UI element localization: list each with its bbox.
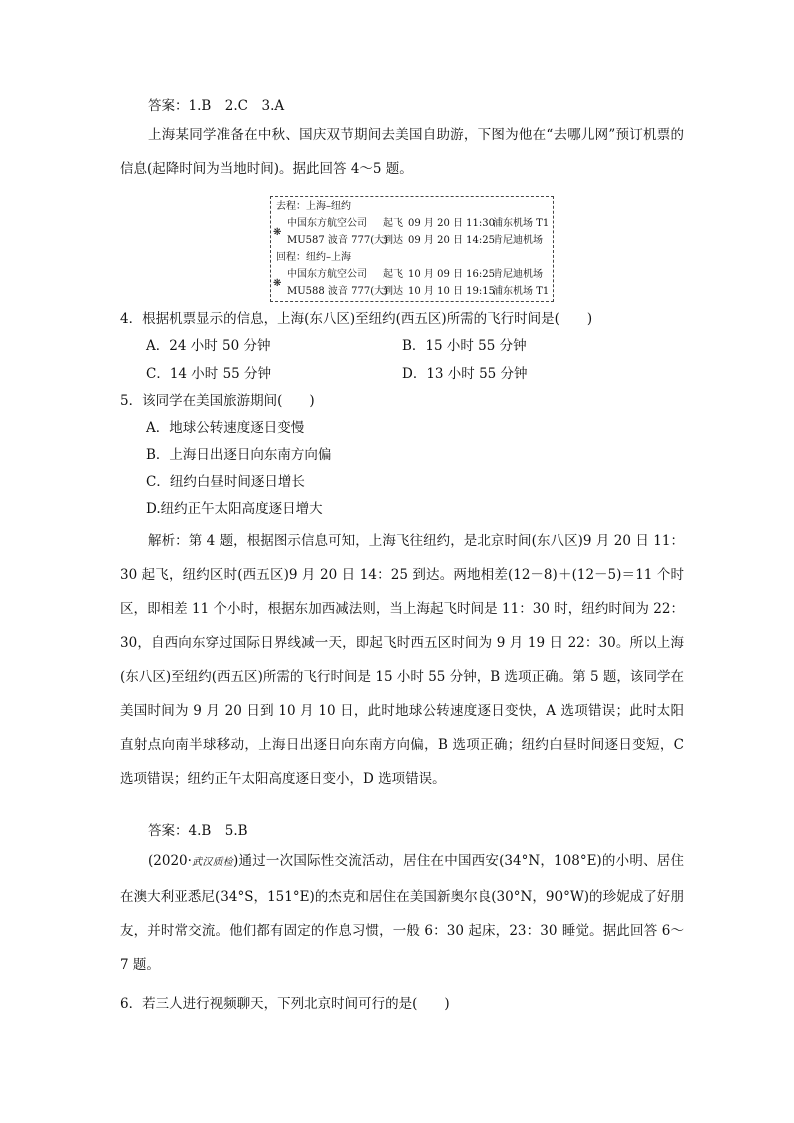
ticket-arrive-time: 10 月 10 日 19:15 — [408, 286, 495, 297]
ticket-arrive-airport: 肯尼迪机场 — [493, 235, 543, 246]
ticket-depart-airport: 浦东机场 T1 — [493, 218, 550, 229]
question-5-option-a: A．地球公转速度逐日变慢 — [146, 420, 305, 436]
ticket-depart-time: 09 月 20 日 11:30 — [408, 218, 495, 229]
question-4-option-b: B．15 小时 55 分钟 — [402, 338, 527, 354]
ticket-arrive-label: 到达 — [383, 286, 403, 297]
ticket-depart-time: 10 月 09 日 16:25 — [408, 269, 495, 280]
question-4-option-d: D．13 小时 55 分钟 — [402, 366, 528, 382]
source-label: 武汉质检 — [191, 857, 234, 868]
ticket-arrive-time: 09 月 20 日 14:25 — [408, 235, 495, 246]
ticket-arrive-airport: 浦东机场 T1 — [493, 286, 550, 297]
intro-6-7-prefix: (2020· — [148, 853, 192, 869]
ticket-flight: MU587 波音 777(大) — [287, 235, 389, 246]
question-4-option-c: C．14 小时 55 分钟 — [146, 366, 272, 382]
answers-1-3: 答案：1.B 2.C 3.A — [148, 98, 285, 114]
ticket-return-title: 回程：纽约–上海 — [276, 252, 351, 263]
intro-6-7 — [120, 844, 684, 982]
ticket-depart-label: 起飞 — [383, 269, 403, 280]
question-6-stem: 6．若三人进行视频聊天，下列北京时间可行的是( ) — [120, 996, 450, 1012]
asterisk-icon: ❋ — [273, 227, 282, 238]
intro-6-7-text: )通过一次国际性交流活动，居住在中国西安(34°N，108°E)的小明、居住在澳大利亚悉尼(34°S，151°E)的杰克和居住在美国新奥尔良(30°N，90°W)的珍妮成了好朋友，并时常交流。他们都有固定的作息习惯，一般 6：30 起床，23：30 睡觉。据此回答 6～7 题。 — [120, 853, 685, 973]
analysis-paragraph: 解析：第 4 题，根据图示信息可知，上海飞往纽约，是北京时间(东八区)9 月 20 日 11：30 起飞，纽约区时(西五区)9 月 20 日 14：25 到达。两地相差(12－8)＋(12－5)＝11 个时区，即相差 11 个小时，根据东加西减法则，当上海起飞时间是 11：30 时，纽约时间为 22：30，自西向东穿过国际日界线减一天，即起飞时西五区时间为 9 月 19 日 22：30。所以上海(东八区)至纽约(西五区)所需的飞行时间是 15 小时 55 分钟，B 选项正确。第 5 题，该同学在美国时间为 9 月 20 日到 10 月 10 日，此时地球公转速度逐日变快，A 选项错误；此时太阳直射点向南半球移动，上海日出逐日向东南方向偏，B 选项正确；纽约白昼时间逐日变短，C 选项错误；纽约正午太阳高度逐日变小，D 选项错误。 — [120, 533, 684, 787]
ticket-outbound-title: 去程：上海–纽约 — [276, 201, 351, 212]
answers-4-5: 答案：4.B 5.B — [148, 823, 248, 839]
question-4-option-a: A．24 小时 50 分钟 — [146, 338, 271, 354]
ticket-airline: 中国东方航空公司 — [287, 269, 367, 280]
ticket-flight: MU588 波音 777(大) — [287, 286, 389, 297]
ticket-depart-airport: 肯尼迪机场 — [493, 269, 543, 280]
ticket-airline: 中国东方航空公司 — [287, 218, 367, 229]
question-5-stem: 5．该同学在美国旅游期间( ) — [120, 393, 315, 409]
flight-ticket — [270, 196, 554, 302]
ticket-arrive-label: 到达 — [383, 235, 403, 246]
ticket-depart-label: 起飞 — [383, 218, 403, 229]
question-5-option-b: B．上海日出逐日向东南方向偏 — [146, 447, 332, 463]
intro-4-5: 上海某同学准备在中秋、国庆双节期间去美国自助游，下图为他在“去哪儿网”预订机票的信息(起降时间为当地时间)。据此回答 4～5 题。 — [120, 127, 684, 177]
asterisk-icon: ❋ — [273, 278, 282, 289]
question-4-stem: 4．根据机票显示的信息，上海(东八区)至纽约(西五区)所需的飞行时间是( ) — [120, 311, 593, 327]
question-5-option-d: D.纽约正午太阳高度逐日增大 — [146, 501, 323, 517]
question-5-option-c: C．纽约白昼时间逐日增长 — [146, 474, 305, 490]
